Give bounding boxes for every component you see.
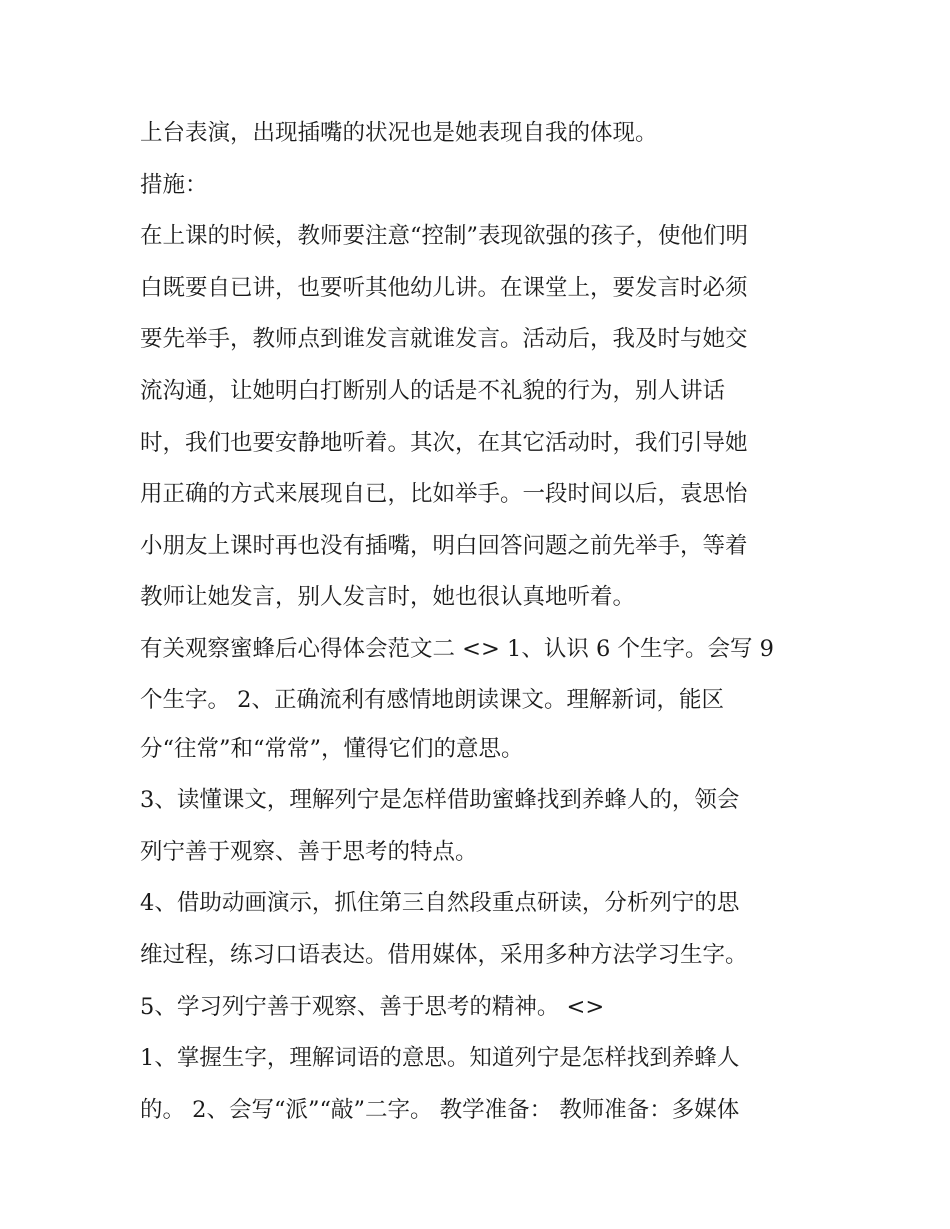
text-line-3: 在上课的时候，教师要注意“控制”表现欲强的孩子，使他们明 <box>140 223 749 250</box>
text-line-2: 措施： <box>140 171 208 198</box>
text-line-19: 1、掌握生字，理解词语的意思。知道列宁是怎样找到养蜂人 <box>140 1045 740 1072</box>
text-line-7: 时，我们也要安静地听着。其次，在其它活动时，我们引导她 <box>140 429 748 456</box>
text-line-17: 维过程，练习口语表达。借用媒体，采用多种方法学习生字。 <box>140 941 748 968</box>
text-line-13: 分“往常”和“常常”，懂得它们的意思。 <box>140 735 524 762</box>
text-line-1: 上台表演，出现插嘴的状况也是她表现自我的体现。 <box>140 120 658 146</box>
text-line-4: 白既要自已讲，也要听其他幼儿讲。在课堂上，要发言时必须 <box>140 274 748 301</box>
text-line-10: 教师让她发言，别人发言时，她也很认真地听着。 <box>140 584 636 611</box>
text-line-20: 的。 2、会写“派”“敲”二字。 教学准备： 教师准备：多媒体 <box>140 1096 740 1123</box>
text-line-15: 列宁善于观察、善于思考的特点。 <box>140 838 478 865</box>
text-line-18: 5、学习列宁善于观察、善于思考的精神。 <> <box>140 993 605 1020</box>
text-line-16: 4、借助动画演示，抓住第三自然段重点研读，分析列宁的思 <box>140 890 740 917</box>
document-body <box>140 108 820 1136</box>
text-line-14: 3、读懂课文，理解列宁是怎样借助蜜蜂找到养蜂人的，领会 <box>140 787 740 814</box>
text-line-8: 用正确的方式来展现自已，比如举手。一段时间以后，袁思怡 <box>140 481 748 508</box>
text-line-11: 有关观察蜜蜂后心得体会范文二 <> 1、认识 6 个生字。会写 9 <box>140 635 774 662</box>
text-line-6: 流沟通，让她明白打断别人的话是不礼貌的行为，别人讲话 <box>140 377 726 404</box>
text-line-12: 个生字。 2、正确流利有感情地朗读课文。理解新词，能区 <box>140 686 724 713</box>
text-line-9: 小朋友上课时再也没有插嘴，明白回答问题之前先举手，等着 <box>140 532 748 559</box>
text-line-5: 要先举手，教师点到谁发言就谁发言。活动后，我及时与她交 <box>140 326 748 353</box>
